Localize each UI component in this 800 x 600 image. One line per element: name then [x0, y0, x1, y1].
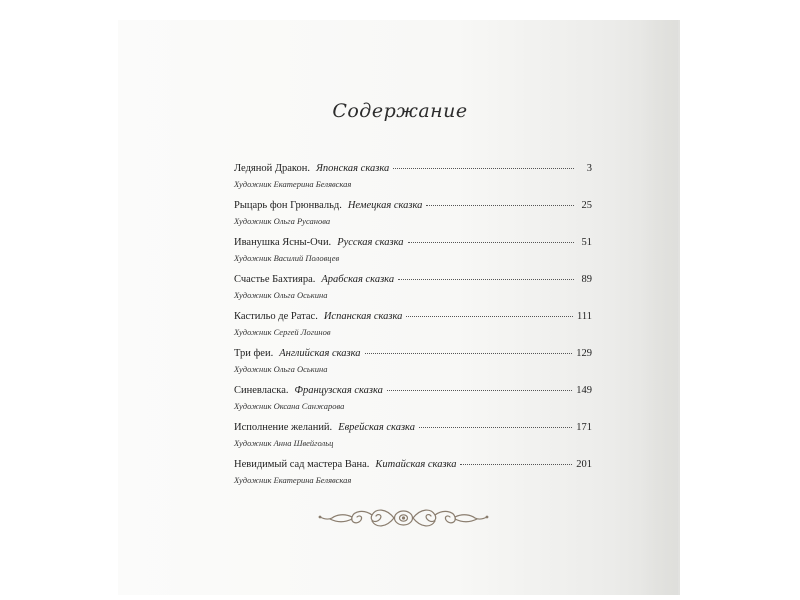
story-title: Ледяной Дракон. — [234, 163, 310, 174]
toc-entry — [234, 385, 592, 422]
dot-leader — [406, 316, 573, 317]
dot-leader — [419, 427, 572, 428]
story-title: Невидимый сад мастера Вана. — [234, 459, 370, 470]
table-of-contents — [234, 163, 592, 496]
toc-entry — [234, 311, 592, 348]
toc-entry — [234, 200, 592, 237]
page-number: 25 — [581, 200, 592, 211]
toc-entry — [234, 422, 592, 459]
dot-leader — [393, 168, 574, 169]
story-origin: Китайская сказка — [375, 459, 457, 470]
dot-leader — [460, 464, 572, 465]
dot-leader — [426, 205, 574, 206]
story-title: Кастильо де Ратас. — [234, 311, 318, 322]
story-origin: Японская сказка — [316, 163, 390, 174]
page-number: 111 — [577, 311, 592, 322]
artist-credit: Художник Анна Швейгольц — [234, 438, 334, 448]
artist-credit: Художник Сергей Логинов — [234, 327, 331, 337]
dot-leader — [408, 242, 574, 243]
page-number: 89 — [581, 274, 592, 285]
toc-entry — [234, 163, 592, 200]
toc-entry — [234, 274, 592, 311]
artist-credit: Художник Екатерина Белявская — [234, 475, 352, 485]
story-origin: Русская сказка — [337, 237, 404, 248]
page-number: 129 — [576, 348, 592, 359]
story-origin: Французская сказка — [294, 385, 383, 396]
toc-entry — [234, 459, 592, 496]
artist-credit: Художник Оксана Санжарова — [234, 401, 345, 411]
page-number: 201 — [576, 459, 592, 470]
artist-credit: Художник Ольга Оськина — [234, 290, 328, 300]
page-title: Содержание — [332, 100, 468, 122]
story-origin: Немецкая сказка — [347, 200, 423, 211]
dot-leader — [398, 279, 574, 280]
page-number: 3 — [586, 163, 592, 174]
dot-leader — [387, 390, 572, 391]
story-title: Иванушка Ясны-Очи. — [234, 237, 332, 248]
story-origin: Испанская сказка — [323, 311, 403, 322]
dot-leader — [365, 353, 573, 354]
artist-credit: Художник Василий Половцев — [234, 253, 340, 263]
artist-credit: Художник Екатерина Белявская — [234, 179, 352, 189]
story-origin: Английская сказка — [279, 348, 361, 359]
story-title: Синевласка. — [234, 385, 289, 396]
page-number: 149 — [576, 385, 592, 396]
story-title: Исполнение желаний. — [234, 422, 333, 433]
story-title: Счастье Бахтияра. — [234, 274, 316, 285]
page-number: 51 — [581, 237, 592, 248]
toc-entry — [234, 348, 592, 385]
story-origin: Еврейская сказка — [338, 422, 415, 433]
artist-credit: Художник Ольга Русанова — [234, 216, 331, 226]
artist-credit: Художник Ольга Оськина — [234, 364, 328, 374]
story-title: Три феи. — [234, 348, 274, 359]
ornament-divider-icon — [316, 505, 491, 531]
story-title: Рыцарь фон Грюнвальд. — [234, 200, 342, 211]
toc-entry — [234, 237, 592, 274]
page-number: 171 — [576, 422, 592, 433]
story-origin: Арабская сказка — [321, 274, 395, 285]
